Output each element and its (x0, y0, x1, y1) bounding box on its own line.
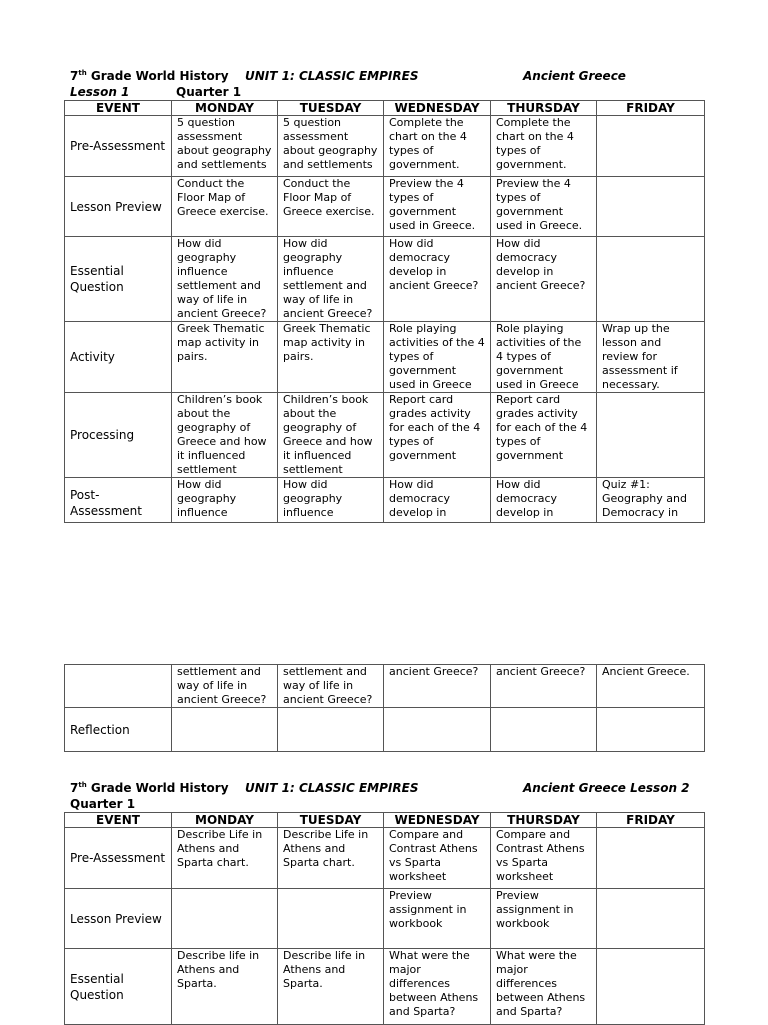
column-header: MONDAY (172, 101, 278, 116)
table-cell: Greek Thematic map activity in pairs. (172, 322, 278, 393)
table-row (65, 889, 705, 949)
event-label: Activity (65, 322, 172, 393)
table-cell: How did democracy develop in ancient Greece? (384, 237, 491, 322)
event-label: Post-Assessment (65, 478, 172, 523)
table-cell: settlement and way of life in ancient Greece? (172, 665, 278, 708)
event-label: Essential Question (65, 237, 172, 322)
lesson2-title-line (70, 780, 710, 796)
table-cell (597, 177, 705, 237)
table-cell: Wrap up the lesson and review for assessment if necessary. (597, 322, 705, 393)
table-cell: How did democracy develop in (491, 478, 597, 523)
column-header: THURSDAY (491, 813, 597, 828)
lesson2-subtitle-line (70, 796, 710, 812)
table-cell: Describe life in Athens and Sparta. (172, 949, 278, 1025)
table-cell: Preview the 4 types of government used in Greece. (491, 177, 597, 237)
table-cell (597, 116, 705, 177)
course-title: 7th Grade World History (70, 69, 229, 83)
table-header-row (65, 101, 705, 116)
lesson1-title-line (70, 68, 710, 84)
table-cell: Preview assignment in workbook (384, 889, 491, 949)
topic-title: Ancient Greece (523, 69, 626, 83)
table-row (65, 949, 705, 1025)
lesson1-table-continued (64, 664, 705, 752)
table-row (65, 322, 705, 393)
quarter-label: Quarter 1 (176, 85, 242, 99)
lesson1-subtitle-line (70, 84, 710, 100)
event-label: Essential Question (65, 949, 172, 1025)
table-cell: How did geography influence settlement and way of life in ancient Greece? (278, 237, 384, 322)
table-cell: Conduct the Floor Map of Greece exercise. (172, 177, 278, 237)
column-header: WEDNESDAY (384, 101, 491, 116)
table-cell (597, 949, 705, 1025)
lesson-number: Lesson 1 (70, 85, 130, 99)
table-cell: How did democracy develop in ancient Greece? (491, 237, 597, 322)
table-cell: Preview the 4 types of government used in Greece. (384, 177, 491, 237)
table-row (65, 478, 705, 523)
table-cell: Greek Thematic map activity in pairs. (278, 322, 384, 393)
column-header: EVENT (65, 101, 172, 116)
table-cell: Compare and Contrast Athens vs Sparta worksheet (491, 828, 597, 889)
table-cell: 5 question assessment about geography and settlements (278, 116, 384, 177)
table-row (65, 665, 705, 708)
table-cell: Role playing activities of the 4 types of government used in Greece (491, 322, 597, 393)
table-row (65, 393, 705, 478)
table-cell: How did democracy develop in (384, 478, 491, 523)
table-cell (384, 708, 491, 752)
column-header: EVENT (65, 813, 172, 828)
table-cell (597, 393, 705, 478)
table-cell: Describe Life in Athens and Sparta chart. (172, 828, 278, 889)
table-row (65, 828, 705, 889)
table-cell: Preview assignment in workbook (491, 889, 597, 949)
table-cell: Complete the chart on the 4 types of government. (491, 116, 597, 177)
event-label: Pre-Assessment (65, 116, 172, 177)
event-label: Pre-Assessment (65, 828, 172, 889)
column-header: FRIDAY (597, 813, 705, 828)
table-cell (597, 708, 705, 752)
table-cell: Complete the chart on the 4 types of government. (384, 116, 491, 177)
table-cell: Describe life in Athens and Sparta. (278, 949, 384, 1025)
table-cell (172, 708, 278, 752)
table-cell: How did geography influence (172, 478, 278, 523)
table-cell (597, 828, 705, 889)
table-cell: What were the major differences between Athens and Sparta? (491, 949, 597, 1025)
table-cell (278, 889, 384, 949)
table-row (65, 237, 705, 322)
table-cell: Report card grades activity for each of the 4 types of government (491, 393, 597, 478)
table-cell: How did geography influence (278, 478, 384, 523)
event-label: Processing (65, 393, 172, 478)
table-cell (491, 708, 597, 752)
unit-title: UNIT 1: CLASSIC EMPIRES (245, 69, 419, 83)
table-cell: Children’s book about the geography of Greece and how it influenced settlement (172, 393, 278, 478)
event-label: Reflection (65, 708, 172, 752)
lesson2-table (64, 812, 705, 1025)
event-label (65, 665, 172, 708)
quarter-label: Quarter 1 (70, 797, 136, 811)
table-cell (597, 237, 705, 322)
table-row (65, 116, 705, 177)
table-row (65, 708, 705, 752)
table-cell: Compare and Contrast Athens vs Sparta worksheet (384, 828, 491, 889)
table-header-row (65, 813, 705, 828)
column-header: TUESDAY (278, 101, 384, 116)
table-cell: Quiz #1: Geography and Democracy in (597, 478, 705, 523)
table-row (65, 177, 705, 237)
unit-title: UNIT 1: CLASSIC EMPIRES (245, 781, 419, 795)
event-label: Lesson Preview (65, 177, 172, 237)
table-cell (172, 889, 278, 949)
table-cell: Role playing activities of the 4 types of government used in Greece (384, 322, 491, 393)
table-cell: settlement and way of life in ancient Greece? (278, 665, 384, 708)
table-cell (278, 708, 384, 752)
column-header: TUESDAY (278, 813, 384, 828)
table-cell: Ancient Greece. (597, 665, 705, 708)
table-cell: Conduct the Floor Map of Greece exercise. (278, 177, 384, 237)
table-cell: Describe Life in Athens and Sparta chart. (278, 828, 384, 889)
table-cell: What were the major differences between Athens and Sparta? (384, 949, 491, 1025)
table-cell: 5 question assessment about geography and settlements (172, 116, 278, 177)
topic-title: Ancient Greece Lesson 2 (523, 781, 690, 795)
table-cell: ancient Greece? (384, 665, 491, 708)
column-header: WEDNESDAY (384, 813, 491, 828)
column-header: THURSDAY (491, 101, 597, 116)
table-cell (597, 889, 705, 949)
column-header: MONDAY (172, 813, 278, 828)
course-title: 7th Grade World History (70, 781, 229, 795)
event-label: Lesson Preview (65, 889, 172, 949)
table-cell: Report card grades activity for each of the 4 types of government (384, 393, 491, 478)
table-cell: How did geography influence settlement and way of life in ancient Greece? (172, 237, 278, 322)
table-cell: ancient Greece? (491, 665, 597, 708)
column-header: FRIDAY (597, 101, 705, 116)
table-cell: Children’s book about the geography of Greece and how it influenced settlement (278, 393, 384, 478)
lesson1-table (64, 100, 705, 523)
